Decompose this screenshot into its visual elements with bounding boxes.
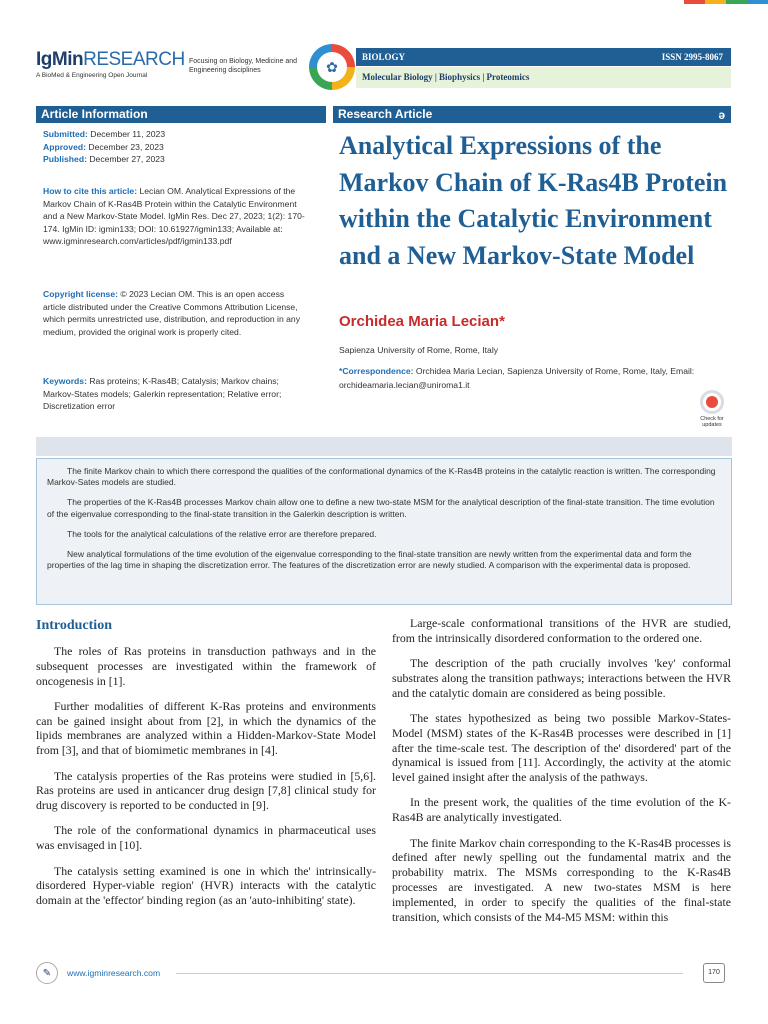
crossmark-button[interactable]: [693, 390, 731, 428]
article-title: Analytical Expressions of the Markov Chain of K-Ras4B Protein within the Catalytic Environment and a New Markov-State Model: [339, 131, 728, 270]
research-article-label: Research Article: [338, 107, 433, 121]
page-number: 170: [703, 963, 725, 983]
abstract-paragraph: The properties of the K-Ras4B processes Markov chain allow one to define a new two-state MSM for the analytical description of the final-state transition. The time evolution of the eigenvalue corresponding to the final-state transition in the Galerkin description is written.: [47, 497, 715, 519]
submitted-label: Submitted:: [43, 129, 88, 139]
brand-subtitle: A BioMed & Engineering Open Journal: [36, 72, 148, 79]
brand-suffix: RESEARCH: [83, 49, 185, 70]
keywords-text: Ras proteins; K-Ras4B; Catalysis; Markov chains; Markov-States models; Galerkin representation; Relative error; Discretization error: [43, 376, 282, 412]
body-paragraph: Further modalities of different K-Ras proteins and environments can be gained insight about from [2], in which the dynamics of the lipids membranes are analyzed within a Hidden-Markov-State Model from [3], and that of biomimetic membranes in [4].: [36, 698, 376, 758]
citation-block: [43, 185, 306, 248]
abstract-paragraph: The finite Markov chain to which there correspond the qualities of the conformational dynamics of the K-Ras4B proteins in the catalytic reaction is written. The corresponding Markov-Sates models are studied.: [47, 466, 716, 488]
issn: ISSN 2995-8067: [661, 52, 723, 62]
footer-url-link[interactable]: www.igminresearch.com: [67, 968, 161, 978]
introduction-heading: Introduction: [36, 618, 112, 633]
article-dates: [43, 128, 306, 166]
article-information-heading: Article Information: [36, 106, 326, 123]
cite-text[interactable]: Lecian OM. Analytical Expressions of the Markov Chain of K-Ras4B Protein within the Catalytic Environment and a New Markov-State Model. IgMin Res. Dec 27, 2023; 1(2): 170-174. IgMin ID: igmin133; DOI: 10.61927/igmin133; Available at: www.igminresearch.com/articles/pdf/igmin133.pdf: [43, 186, 305, 247]
body-paragraph: The finite Markov chain corresponding to the K-Ras4B processes is defined after newly spelling out the fundamental matrix and the probability matrix. The MSMs corresponding to the K-Ras4B processes are investigated. A new two-states MSM is here implemented, in order to specify the qualities of the final-state transition, which consists of the M4-M5 MSM: within this: [392, 835, 731, 924]
journal-logo[interactable]: [36, 50, 186, 86]
crossmark-label: Check for updates: [700, 416, 724, 428]
license-text: © 2023 Lecian OM. This is an open access article distributed under the Creative Commons Attribution License, which permits unrestricted use, distribution, and reproduction in any medium, provided the original work is properly cited.: [43, 289, 300, 337]
body-paragraph: The role of the conformational dynamics in pharmaceutical uses was envisaged in [10].: [36, 823, 376, 853]
published-label: Published:: [43, 154, 87, 165]
top-color-strip: [684, 0, 768, 4]
correspondence-text: Orchidea Maria Lecian, Sapienza University of Rome, Rome, Italy, Email: orchideamaria.lecian@uniroma1.it: [339, 366, 695, 390]
biology-badge-icon: ✿: [309, 44, 355, 90]
body-paragraph: The states hypothesized as being two possible Markov-States-Model (MSM) states of the K-Ras4B processes were described in [1] after the time-scale test. The description of the' disordered' part of the dynamical is issued from [11]. Accordingly, the activity at the atomic level gained insight after the analysis of the pathways.: [392, 710, 731, 785]
subject-bar: [356, 48, 731, 66]
author-name[interactable]: Orchidea Maria Lecian*: [339, 313, 505, 330]
correspondence-label: *Correspondence:: [339, 366, 414, 376]
submitted-date: December 11, 2023: [90, 129, 166, 139]
correspondence: [339, 364, 719, 392]
approved-date: December 23, 2023: [88, 141, 164, 152]
journal-tagline: Focusing on Biology, Medicine and Engineering disciplines: [189, 58, 298, 74]
body-paragraph: The description of the path crucially involves 'key' conformal substrates along the transition pathways; interactions between the HVR and the catalytic domain are considered as being possible.: [392, 656, 731, 700]
license-label: Copyright license:: [43, 289, 118, 299]
license-block: [43, 288, 306, 338]
subject-label: BIOLOGY: [362, 52, 406, 62]
keywords-label: Keywords:: [43, 376, 87, 386]
cite-label: How to cite this article:: [43, 186, 138, 196]
crossmark-icon: [700, 390, 724, 414]
body-paragraph: The roles of Ras proteins in transduction pathways and in the subsequent processes are investigated within the framework of oncogenesis in [1].: [36, 644, 376, 688]
body-paragraph: In the present work, the qualities of the time evolution of the K-Ras4B are analytically investigated.: [392, 795, 731, 825]
abstract-box: [36, 458, 732, 605]
affiliation: Sapienza University of Rome, Rome, Italy: [339, 345, 499, 355]
open-access-icon: ə: [718, 108, 725, 122]
body-column-right: [392, 616, 731, 935]
body-column-left: [36, 616, 376, 918]
brand-prefix: IgMin: [36, 49, 84, 70]
research-article-heading: [333, 106, 731, 123]
footer-divider: [176, 973, 683, 974]
approved-label: Approved:: [43, 141, 86, 152]
body-paragraph: The catalysis setting examined is one in which the' intrinsically-disordered Hyper-viable region' (HVR) interacts with the catalytic domain at the 'effector' binding region (as an 'auto-inhibiting' state).: [36, 863, 376, 908]
published-date: December 27, 2023: [89, 154, 165, 165]
keywords-block: [43, 375, 306, 413]
abstract-header-bar: [36, 437, 732, 456]
body-paragraph: Large-scale conformational transitions of the HVR are studied, from the intrinsically disordered conformation to the ordered one.: [392, 616, 731, 645]
body-paragraph: The catalysis properties of the Ras proteins were studied in [5,6]. Ras proteins are used in anticancer drug design [7,8] clinical study for drug discovery is reported to be conducted in [9].: [36, 768, 376, 813]
abstract-paragraph: New analytical formulations of the time evolution of the eigenvalue corresponding to the final-state transition are newly written from the experimental data and form the properties of the lag time in shaping the discretization error. The features of the discretization error are newly studied. A comparison with the experimental data is proposed.: [47, 549, 692, 571]
abstract-paragraph: The tools for the analytical calculations of the relative error are therefore prepared.: [67, 528, 377, 539]
topics-bar: Molecular Biology | Biophysics | Proteomics: [356, 67, 731, 88]
footer-logo-icon: ✎: [36, 962, 58, 984]
